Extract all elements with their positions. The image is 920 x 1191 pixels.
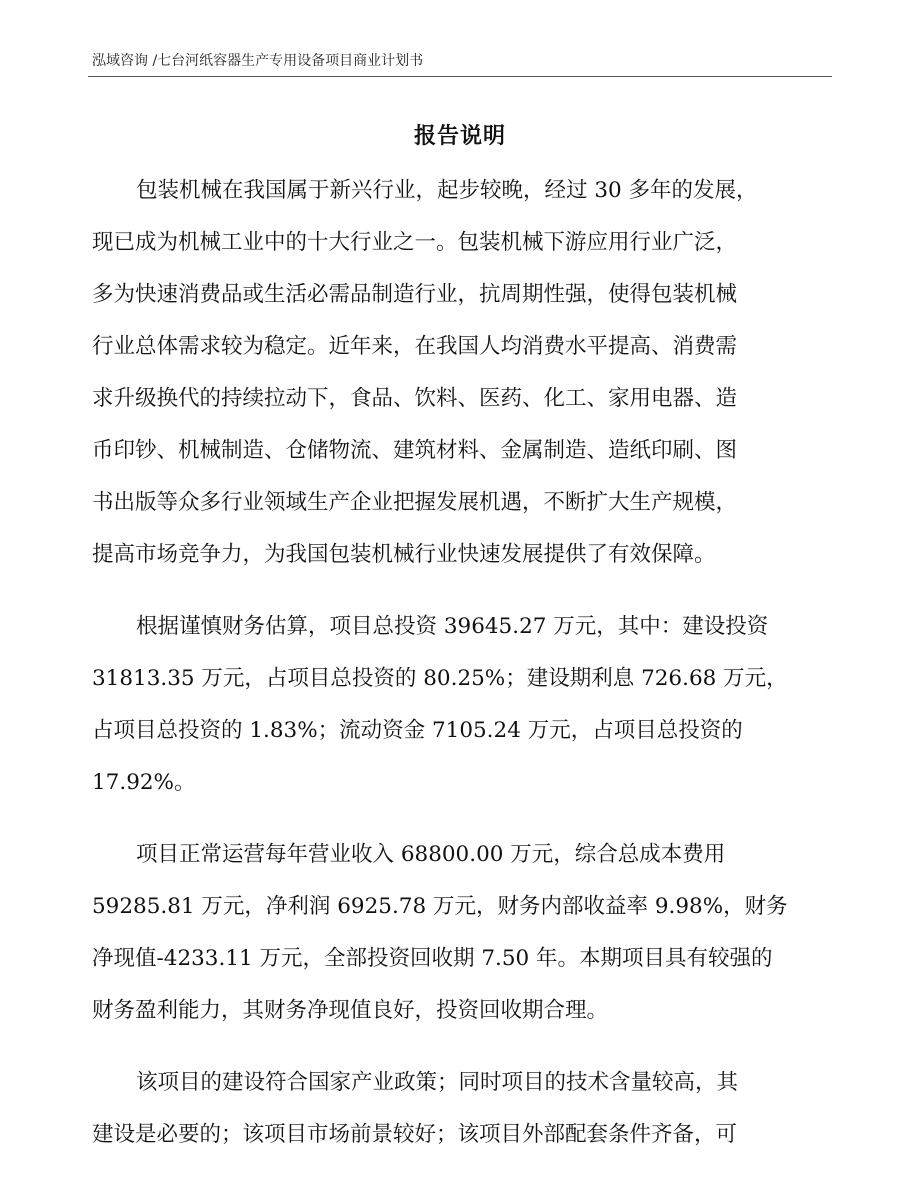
text-line: 59285.81 万元，净利润 6925.78 万元，财务内部收益率 9.98%，财务 (92, 894, 788, 919)
text-line: 占项目总投资的 1.83%；流动资金 7105.24 万元，占项目总投资的 (92, 718, 743, 743)
body-content (92, 165, 832, 1181)
text-line: 31813.35 万元，占项目总投资的 80.25%；建设期利息 726.68 万元， (92, 666, 788, 691)
section-title: 报告说明 (413, 123, 506, 149)
text-line: 包装机械在我国属于新兴行业，起步较晚，经过 30 多年的发展， (136, 178, 758, 203)
text-line: 行业总体需求较为稳定。近年来，在我国人均消费水平提高、消费需 (92, 334, 738, 359)
text-line: 求升级换代的持续拉动下，食品、饮料、医药、化工、家用电器、造 (92, 386, 738, 411)
paragraph-operations (92, 829, 832, 1037)
text-line: 根据谨慎财务估算，项目总投资 39645.27 万元，其中：建设投资 (136, 614, 769, 639)
text-line: 币印钞、机械制造、仓储物流、建筑材料、金属制造、造纸印刷、图 (92, 438, 738, 463)
running-header: 泓域咨询 /七台河纸容器生产专用设备项目商业计划书 (92, 53, 424, 69)
text-line: 净现值-4233.11 万元，全部投资回收期 7.50 年。本期项目具有较强的 (92, 946, 773, 971)
paragraph-conclusion (92, 1057, 832, 1161)
text-line: 该项目的建设符合国家产业政策；同时项目的技术含量较高，其 (136, 1070, 739, 1095)
paragraph-investment (92, 601, 832, 809)
text-line: 17.92%。 (92, 770, 196, 795)
text-line: 书出版等众多行业领域生产企业把握发展机遇，不断扩大生产规模， (92, 490, 738, 515)
text-line: 现已成为机械工业中的十大行业之一。包装机械下游应用行业广泛， (92, 230, 738, 255)
paragraph-industry (92, 165, 832, 581)
text-line: 项目正常运营每年营业收入 68800.00 万元，综合总成本费用 (136, 842, 726, 867)
text-line: 提高市场竞争力，为我国包装机械行业快速发展提供了有效保障。 (92, 542, 716, 567)
text-line: 财务盈利能力，其财务净现值良好，投资回收期合理。 (92, 998, 609, 1023)
text-line: 多为快速消费品或生活必需品制造行业，抗周期性强，使得包装机械 (92, 282, 738, 307)
text-line: 建设是必要的；该项目市场前景较好；该项目外部配套条件齐备，可 (92, 1122, 738, 1147)
header-rule (88, 76, 832, 77)
